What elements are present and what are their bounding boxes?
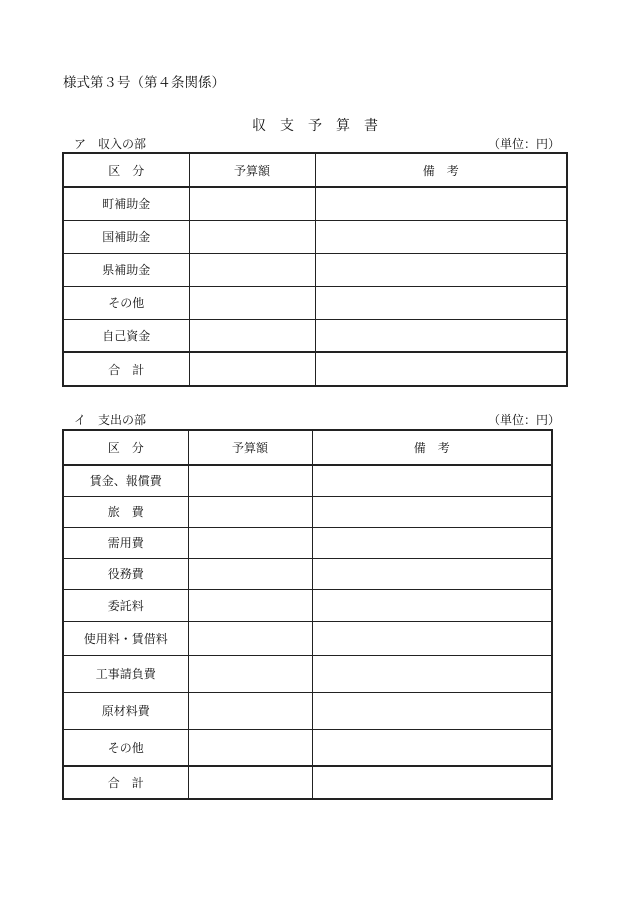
expense-amount-cell[interactable] — [188, 692, 312, 729]
expense-header-remarks: 備 考 — [312, 430, 552, 465]
income-remarks-cell[interactable] — [315, 286, 567, 319]
expense-amount-cell[interactable] — [188, 621, 312, 655]
expense-unit-label: （単位：円） — [488, 413, 561, 427]
table-row — [63, 655, 552, 692]
expense-row-label: 原材料費 — [63, 692, 188, 729]
income-header-amount: 予算額 — [189, 153, 315, 187]
table-row — [63, 319, 567, 352]
expense-amount-cell[interactable] — [188, 729, 312, 766]
income-unit-label: （単位：円） — [488, 137, 561, 151]
expense-remarks-cell[interactable] — [312, 527, 552, 558]
income-total-amount-cell[interactable] — [189, 352, 315, 386]
expense-amount-cell[interactable] — [188, 655, 312, 692]
expense-remarks-cell[interactable] — [312, 692, 552, 729]
table-row — [63, 465, 552, 496]
expense-amount-cell[interactable] — [188, 496, 312, 527]
table-row — [63, 558, 552, 589]
table-row — [63, 496, 552, 527]
income-header-remarks: 備 考 — [315, 153, 567, 187]
income-table — [62, 152, 568, 387]
expense-row-label: 賃金、報償費 — [63, 465, 188, 496]
income-row-label: 国補助金 — [63, 220, 189, 253]
table-row — [63, 187, 567, 220]
expense-row-label: 需用費 — [63, 527, 188, 558]
expense-total-amount-cell[interactable] — [188, 766, 312, 799]
income-amount-cell[interactable] — [189, 319, 315, 352]
income-row-label: 県補助金 — [63, 253, 189, 286]
income-section-label: ア 収入の部 — [74, 137, 147, 151]
income-remarks-cell[interactable] — [315, 319, 567, 352]
table-row — [63, 729, 552, 766]
table-row — [63, 253, 567, 286]
income-amount-cell[interactable] — [189, 286, 315, 319]
income-row-label: 町補助金 — [63, 187, 189, 220]
expense-row-label: 委託料 — [63, 589, 188, 621]
expense-total-label: 合 計 — [63, 766, 188, 799]
expense-header-category: 区 分 — [63, 430, 188, 465]
expense-row-label: その他 — [63, 729, 188, 766]
expense-row-label: 使用料・賃借料 — [63, 621, 188, 655]
income-remarks-cell[interactable] — [315, 187, 567, 220]
expense-header-amount: 予算額 — [188, 430, 312, 465]
form-number: 様式第３号（第４条関係） — [63, 75, 225, 91]
expense-total-remarks-cell[interactable] — [312, 766, 552, 799]
income-total-row — [63, 352, 567, 386]
table-row — [63, 527, 552, 558]
income-amount-cell[interactable] — [189, 220, 315, 253]
expense-amount-cell[interactable] — [188, 589, 312, 621]
expense-remarks-cell[interactable] — [312, 558, 552, 589]
expense-remarks-cell[interactable] — [312, 655, 552, 692]
expense-row-label: 工事請負費 — [63, 655, 188, 692]
income-remarks-cell[interactable] — [315, 220, 567, 253]
expense-amount-cell[interactable] — [188, 558, 312, 589]
income-total-remarks-cell[interactable] — [315, 352, 567, 386]
expense-remarks-cell[interactable] — [312, 496, 552, 527]
income-header-category: 区 分 — [63, 153, 189, 187]
income-amount-cell[interactable] — [189, 187, 315, 220]
expense-row-label: 役務費 — [63, 558, 188, 589]
income-remarks-cell[interactable] — [315, 253, 567, 286]
table-row — [63, 286, 567, 319]
expense-remarks-cell[interactable] — [312, 589, 552, 621]
expense-amount-cell[interactable] — [188, 527, 312, 558]
expense-remarks-cell[interactable] — [312, 621, 552, 655]
income-total-label: 合 計 — [63, 352, 189, 386]
income-row-label: その他 — [63, 286, 189, 319]
table-row — [63, 589, 552, 621]
income-amount-cell[interactable] — [189, 253, 315, 286]
expense-total-row — [63, 766, 552, 799]
table-row — [63, 220, 567, 253]
income-header-row — [63, 153, 567, 187]
expense-section-label: イ 支出の部 — [74, 413, 147, 427]
table-row — [63, 692, 552, 729]
table-row — [63, 621, 552, 655]
expense-remarks-cell[interactable] — [312, 729, 552, 766]
expense-remarks-cell[interactable] — [312, 465, 552, 496]
income-row-label: 自己資金 — [63, 319, 189, 352]
expense-table — [62, 429, 553, 800]
expense-row-label: 旅 費 — [63, 496, 188, 527]
expense-amount-cell[interactable] — [188, 465, 312, 496]
expense-header-row — [63, 430, 552, 465]
document-title: 収 支 予 算 書 — [252, 118, 378, 134]
